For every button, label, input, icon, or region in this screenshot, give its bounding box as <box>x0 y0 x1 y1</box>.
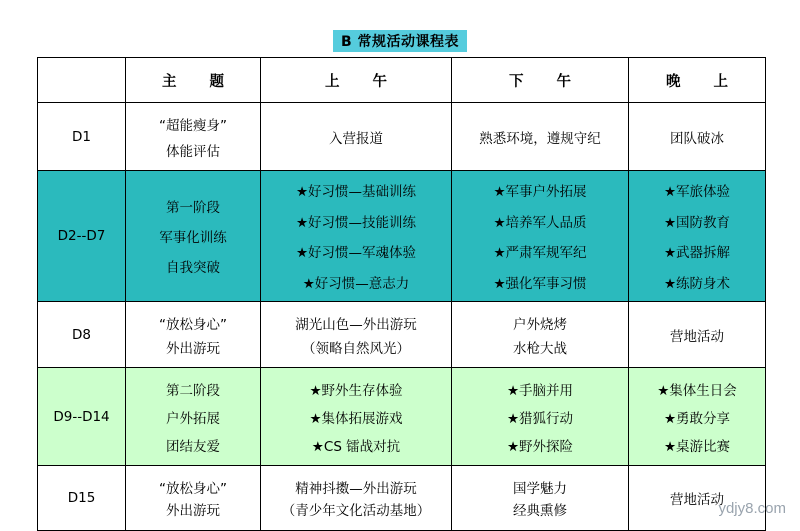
evening-cell: ★集体生日会 ★勇敢分享 ★桌游比赛 <box>629 368 766 466</box>
afternoon-cell: 国学魅力 经典熏修 <box>452 466 629 531</box>
theme-cell: 第二阶段 户外拓展 团结友爱 <box>126 368 261 466</box>
evening-cell: ★军旅体验 ★国防教育 ★武器拆解 ★练防身术 <box>629 171 766 302</box>
day-cell: D1 <box>38 103 126 171</box>
header-afternoon: 下 午 <box>452 58 629 103</box>
header-day <box>38 58 126 103</box>
table-row <box>38 302 766 368</box>
morning-cell: 入营报道 <box>261 103 452 171</box>
watermark: ydjy8.com <box>718 500 786 517</box>
day-cell: D2--D7 <box>38 171 126 302</box>
evening-cell: 营地活动 <box>629 466 766 531</box>
afternoon-cell: 熟悉环境，遵规守纪 <box>452 103 629 171</box>
theme-cell: “超能瘦身” 体能评估 <box>126 103 261 171</box>
header-evening: 晚 上 <box>629 58 766 103</box>
morning-cell: 精神抖擞—外出游玩 （青少年文化活动基地） <box>261 466 452 531</box>
morning-cell: ★野外生存体验 ★集体拓展游戏 ★CS 镭战对抗 <box>261 368 452 466</box>
evening-cell: 团队破冰 <box>629 103 766 171</box>
afternoon-cell: 户外烧烤 水枪大战 <box>452 302 629 368</box>
schedule-table <box>37 57 766 531</box>
morning-cell: ★好习惯—基础训练 ★好习惯—技能训练 ★好习惯—军魂体验 ★好习惯—意志力 <box>261 171 452 302</box>
theme-cell: 第一阶段 军事化训练 自我突破 <box>126 171 261 302</box>
day-cell: D15 <box>38 466 126 531</box>
header-row <box>38 58 766 103</box>
table-row <box>38 171 766 302</box>
theme-cell: “放松身心” 外出游玩 <box>126 466 261 531</box>
table-title: B 常规活动课程表 <box>333 30 467 52</box>
afternoon-cell: ★军事户外拓展 ★培养军人品质 ★严肃军规军纪 ★强化军事习惯 <box>452 171 629 302</box>
morning-cell: 湖光山色—外出游玩 （领略自然风光） <box>261 302 452 368</box>
table-row <box>38 368 766 466</box>
day-cell: D8 <box>38 302 126 368</box>
afternoon-cell: ★手脑并用 ★猎狐行动 ★野外探险 <box>452 368 629 466</box>
header-theme: 主 题 <box>126 58 261 103</box>
evening-cell: 营地活动 <box>629 302 766 368</box>
theme-cell: “放松身心” 外出游玩 <box>126 302 261 368</box>
day-cell: D9--D14 <box>38 368 126 466</box>
table-row <box>38 466 766 531</box>
table-row <box>38 103 766 171</box>
header-morning: 上 午 <box>261 58 452 103</box>
